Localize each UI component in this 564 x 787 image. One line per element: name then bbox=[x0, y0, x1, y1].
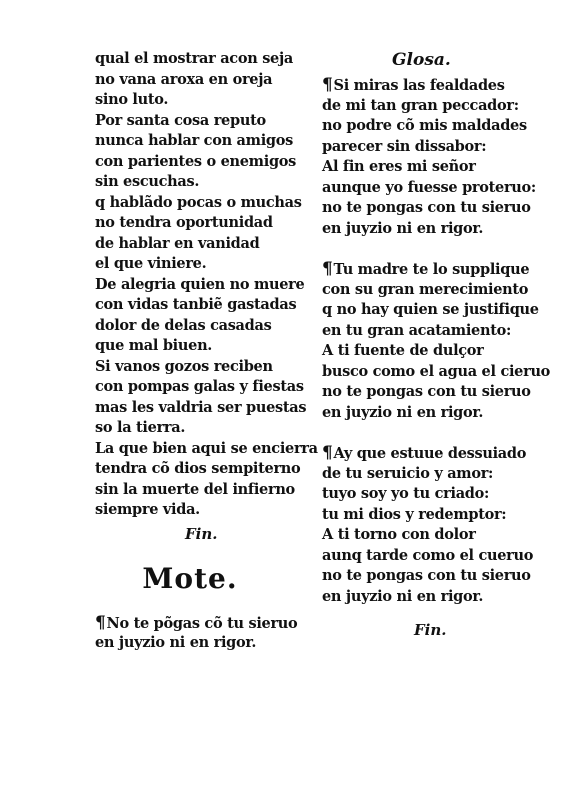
verse-line: de tu seruicio y amor: bbox=[322, 464, 494, 482]
verse-line: no te pongas con tu sieruo bbox=[322, 383, 531, 400]
verse-line: no te pongas con tu sieruo bbox=[322, 567, 531, 584]
verse-line: en tu gran acatamiento: bbox=[322, 321, 512, 339]
verse-line: mas les valdria ser puestas bbox=[95, 398, 307, 416]
verse-line: A ti fuente de dulçor bbox=[322, 342, 484, 359]
verse-line: con su gran merecimiento bbox=[322, 280, 529, 298]
glosa-stanza bbox=[322, 443, 552, 607]
verse-line: ¶Tu madre te lo supplique bbox=[322, 259, 530, 279]
verse-line: La que bien aqui se encierra bbox=[95, 439, 318, 457]
mote-heading: Mote. bbox=[142, 561, 238, 595]
verse-line: Por santa cosa reputo bbox=[95, 111, 266, 129]
verse-line: q no hay quien se justifique bbox=[322, 301, 539, 318]
pilcrow-mark: ¶ bbox=[322, 75, 333, 95]
verse-line: tu mi dios y redemptor: bbox=[322, 505, 507, 523]
verse-line: que mal biuen. bbox=[95, 337, 213, 354]
verse-line: sino luto. bbox=[95, 91, 169, 108]
verse-line: Al fin eres mi señor bbox=[322, 158, 476, 175]
left-stanza bbox=[95, 49, 318, 521]
verse-line: busco como el agua el cieruo bbox=[322, 362, 551, 380]
glosa-stanza bbox=[322, 259, 552, 423]
pilcrow-mark: ¶ bbox=[322, 259, 333, 279]
verse-line: en juyzio ni en rigor. bbox=[322, 219, 484, 237]
verse-line: no podre cõ mis maldades bbox=[322, 117, 527, 134]
pilcrow-mark: ¶ bbox=[322, 443, 333, 463]
verse-line: sin escuchas. bbox=[95, 173, 200, 190]
verse-line: ¶Ay que estuue dessuiado bbox=[322, 443, 527, 463]
verse-line: aunq tarde como el cueruo bbox=[322, 546, 534, 564]
verse-line: tuyo soy yo tu criado: bbox=[322, 485, 490, 502]
verse-line: parecer sin dissabor: bbox=[322, 137, 487, 155]
verse-line: A ti torno con dolor bbox=[322, 526, 476, 543]
pilcrow-mark: ¶ bbox=[95, 612, 106, 633]
verse-line: en juyzio ni en rigor. bbox=[322, 403, 484, 421]
verse-line: de hablar en vanidad bbox=[95, 234, 260, 252]
right-column bbox=[322, 49, 552, 641]
verse-line: ¶No te põgas cõ tu sieruo bbox=[95, 612, 298, 633]
verse-line: ¶Si miras las fealdades bbox=[322, 75, 505, 95]
verse-line: sin la muerte del infierno bbox=[95, 480, 295, 498]
verse-line: de mi tan gran peccador: bbox=[322, 96, 519, 114]
glosa-heading: Glosa. bbox=[392, 50, 451, 70]
verse-line: Si vanos gozos reciben bbox=[95, 357, 273, 375]
verse-line: De alegria quien no muere bbox=[95, 275, 305, 293]
verse-line: tendra cõ dios sempiterno bbox=[95, 460, 301, 477]
verse-line: aunque yo fuesse proteruo: bbox=[322, 178, 536, 196]
verse-line: so la tierra. bbox=[95, 419, 186, 436]
verse-line: q hablãdo pocas o muchas bbox=[95, 193, 302, 211]
verse-line: dolor de delas casadas bbox=[95, 316, 272, 334]
verse-line: el que viniere. bbox=[95, 255, 207, 272]
mote-text bbox=[95, 613, 315, 654]
verse-line: con pompas galas y fiestas bbox=[95, 378, 304, 395]
verse-line: en juyzio ni en rigor. bbox=[322, 587, 484, 605]
glosa-stanza bbox=[322, 75, 552, 239]
verse-line: nunca hablar con amigos bbox=[95, 132, 293, 149]
verse-line: no vana aroxa en oreja bbox=[95, 70, 273, 88]
verse-line: siempre vida. bbox=[95, 501, 200, 518]
left-column bbox=[95, 49, 318, 654]
verse-line: no te pongas con tu sieruo bbox=[322, 199, 531, 216]
verse-line: en juyzio ni en rigor. bbox=[95, 634, 257, 651]
verse-line: no tendra oportunidad bbox=[95, 214, 273, 231]
verse-line: qual el mostrar acon seja bbox=[95, 50, 294, 67]
verse-line: con vidas tanbiẽ gastadas bbox=[95, 296, 297, 313]
fin-label: Fin. bbox=[414, 621, 447, 639]
fin-label: Fin. bbox=[185, 524, 218, 543]
verse-line: con parientes o enemigos bbox=[95, 152, 297, 170]
